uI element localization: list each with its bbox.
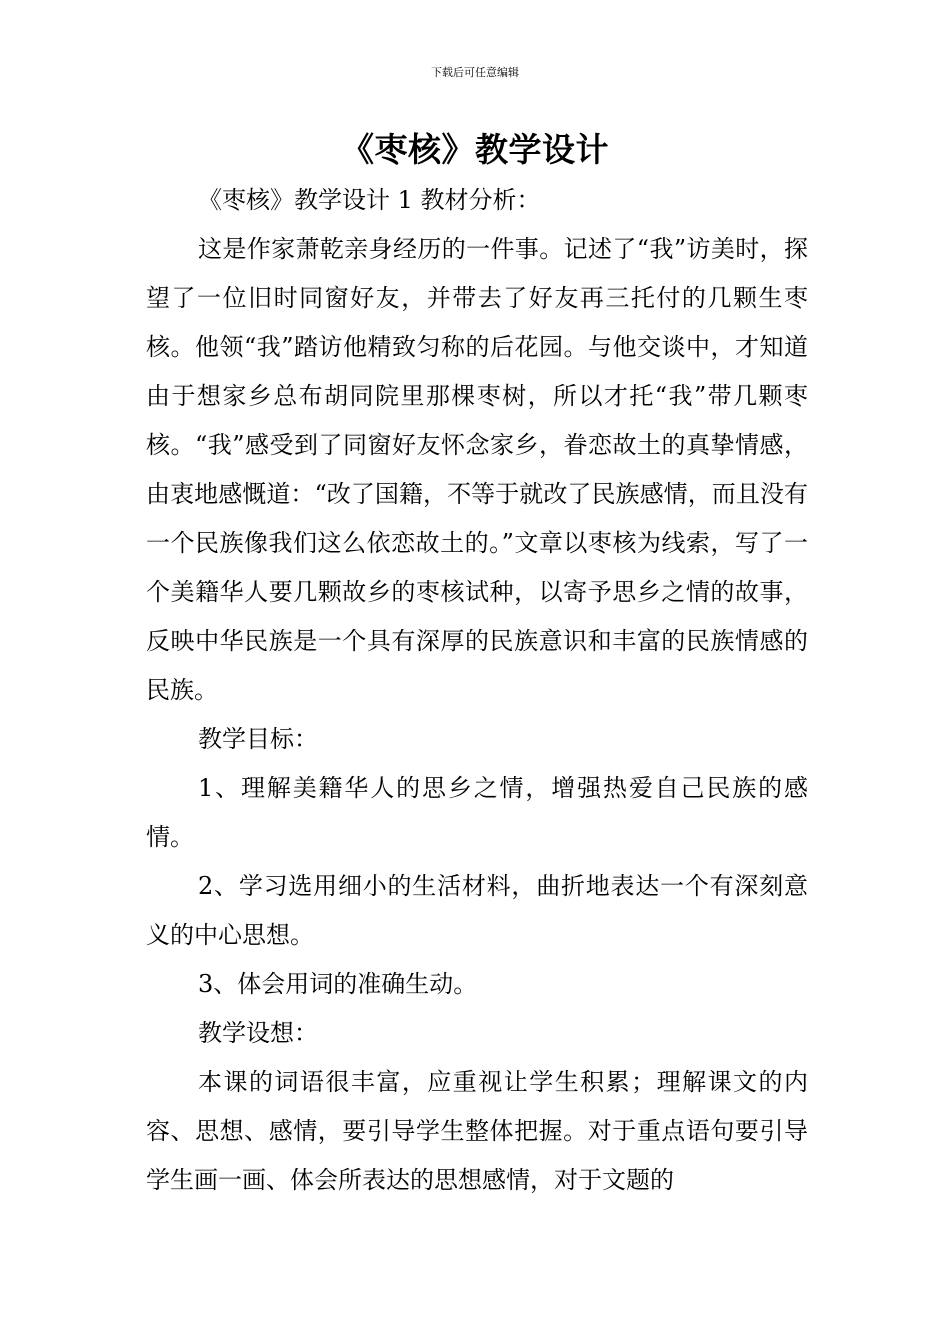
header-note: 下载后可任意编辑 xyxy=(431,66,519,79)
document-title: 《枣核》教学设计 xyxy=(341,130,609,169)
paragraph-goal-3: 3、体会用词的准确生动。 xyxy=(198,970,478,998)
paragraph-goal-2: 2、学习选用细小的生活材料，曲折地表达一个有深刻意义的中心思想。 xyxy=(146,872,808,949)
paragraph-goal-1: 1、理解美籍华人的思乡之情，增强热爱自己民族的感情。 xyxy=(146,774,808,851)
paragraph-ideas: 本课的词语很丰富，应重视让学生积累；理解课文的内容、思想、感情，要引导学生整体把握。对于重点语句要引导学生画一画、体会所表达的思想感情，对于文题的 xyxy=(146,1068,808,1194)
document-body xyxy=(146,176,808,1205)
paragraph-analysis: 这是作家萧乾亲身经历的一件事。记述了“我”访美时，探望了一位旧时同窗好友，并带去了好友再三托付的几颗生枣核。他领“我”踏访他精致匀称的后花园。与他交谈中，才知道由于想家乡总布胡同院里那棵枣树，所以才托“我”带几颗枣核。“我”感受到了同窗好友怀念家乡，眷恋故土的真挚情感，由衷地感慨道：“改了国籍，不等于就改了民族感情，而且没有一个民族像我们这么依恋故土的。”文章以枣核为线索，写了一个美籍华人要几颗故乡的枣核试种，以寄予思乡之情的故事，反映中华民族是一个具有深厚的民族意识和丰富的民族情感的民族。 xyxy=(146,235,808,704)
paragraph-ideas-heading: 教学设想： xyxy=(198,1019,318,1047)
paragraph-intro: 《枣核》教学设计 1 教材分析： xyxy=(198,186,541,214)
paragraph-goals-heading: 教学目标： xyxy=(198,725,318,753)
